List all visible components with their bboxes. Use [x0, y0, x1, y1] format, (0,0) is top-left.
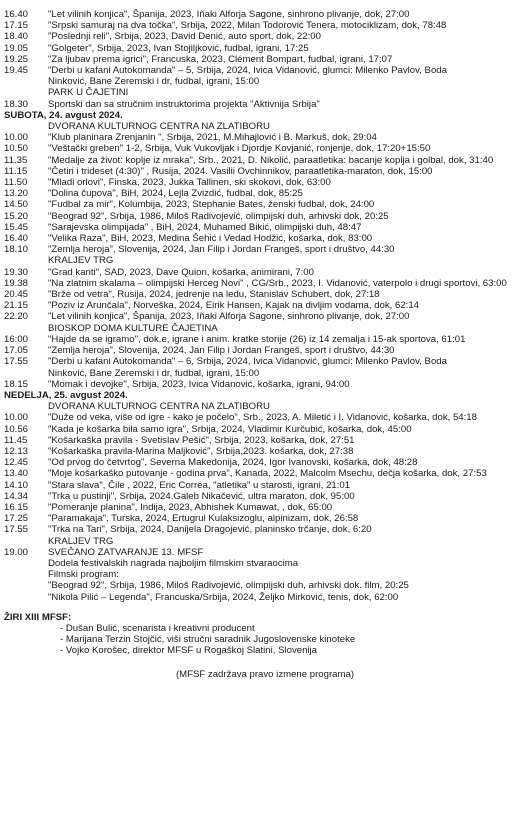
- schedule-block-saturday-dkc: [4, 132, 526, 255]
- event-description: "Derbi u kafani Autokomanda" – 6, Srbija, 2024, Ivica Vidanović, glumci: Milenko Pavlov, Boda: [48, 356, 447, 368]
- event-description: Sportski dan sa stručnim instruktorima projekta "Aktivnija Srbija": [48, 98, 320, 110]
- schedule-row: [4, 278, 526, 289]
- venue-kraljev-trg: KRALJEV TRG: [48, 255, 114, 267]
- schedule-block-day1: [4, 9, 526, 87]
- event-description: "Golgeter", Srbija, 2023, Ivan Stojiljković, fudbal, igrani, 17:25: [48, 42, 309, 54]
- schedule-row: [4, 513, 526, 524]
- event-description: "Mladi orlovi", Finska, 2023, Jukka Tallinen, ski skokovi, dok, 63:00: [48, 177, 331, 189]
- event-description: "Moje košarkaško putovanje - godina prva", Kanada, 2022, Malcolm Msechu, dečja košarka, dok, 27:53: [48, 468, 487, 480]
- event-description: "Košarkaška pravila - Svetislav Pešić", Srbija, 2023, košarka, dok, 27:51: [48, 434, 355, 446]
- schedule-row: [4, 524, 526, 535]
- event-time: 22.20: [4, 311, 29, 323]
- schedule-row: [4, 491, 526, 502]
- event-description: "Derbi u kafani Autokomanda" – 5, Srbija, 2024, Ivica Vidanović, glumci: Milenko Pavlov, Boda: [48, 65, 447, 77]
- venue-bioskop: BIOSKOP DOMA KULTURE ČAJETINA: [48, 322, 218, 334]
- event-description: "Beograd 92", Srbija, 1986, Miloš Radivojević, olimpijski duh, arhivski dok, 20:25: [48, 210, 389, 222]
- event-time: 16.40: [4, 233, 29, 245]
- event-time: 13.40: [4, 468, 29, 480]
- event-description: "Brže od vetra", Rusija, 2024, jedrenje na ledu, Stanislav Schubert, dok, 27:18: [48, 289, 380, 301]
- schedule-row: [4, 143, 526, 154]
- event-time: 14.50: [4, 199, 29, 211]
- event-description: "Hajde da se igramo", dok.e, igrane i anim. kratke storije (26) iz 14 zemalja i 15-ak sportova, 61:01: [48, 333, 466, 345]
- event-time: 11.15: [4, 165, 28, 177]
- event-time: 17.55: [4, 524, 29, 536]
- schedule-row: [4, 311, 526, 322]
- event-description: "Sarajevska olimpijada" , BiH, 2024, Muhamed Bikić, olimpijski duh, 48:47: [48, 221, 362, 233]
- schedule-row: [4, 199, 526, 210]
- event-time: 12.45: [4, 457, 29, 469]
- schedule-block-saturday-kraljev: [4, 267, 526, 323]
- schedule-row: [4, 155, 526, 166]
- event-description: "Paramakaja", Turska, 2024, Ertugrul Kulaksizoglu, alpinizam, dok, 26:58: [48, 513, 359, 525]
- venue-cultural-center: DVORANA KULTURNOG CENTRA NA ZLATIBORU: [48, 121, 270, 133]
- event-time: 21.15: [4, 300, 29, 312]
- event-time: 17.55: [4, 356, 29, 368]
- schedule-row: [4, 31, 526, 42]
- schedule-row: [4, 379, 526, 390]
- venue-park-cajetina: PARK U ČAJETINI: [48, 87, 129, 99]
- event-time: 18.40: [4, 31, 29, 43]
- event-description: "Četiri i trideset (4:30)" , Rusija, 2024. Vasilii Ovchinnikov, paraatletika-maraton, dok, 15:00: [48, 165, 433, 177]
- event-description: "Srpski samuraj na dva točka", Srbija, 2022, Milan Todorović Tenera, motociklizam, dok, 78:48: [48, 20, 447, 32]
- schedule-row: [4, 502, 526, 513]
- event-description: "Košarkaška pravila-Marina Maljković", Srbija,2023. košarka, dok, 27:38: [48, 445, 354, 457]
- jury-member: - Vojko Korošec, direktor MFSF u Rogaškoj Slatini, Slovenija: [60, 645, 318, 657]
- event-time: 18.10: [4, 244, 29, 256]
- jury-member: - Marijana Terzin Stojčić, viši stručni saradnik Jugoslovenske kinoteke: [60, 634, 356, 646]
- event-description: "Klub planinara Zrenjanin ", Srbija, 2021, M.Mihajlović i B. Markuš, dok, 29:04: [48, 132, 377, 144]
- event-time: 15.45: [4, 221, 29, 233]
- event-time: 10.50: [4, 143, 29, 155]
- schedule-row: [4, 132, 526, 143]
- schedule-row: [4, 20, 526, 31]
- jury-member: - Dušan Bulić, scenarista i kreativni producent: [60, 622, 255, 634]
- event-description: "Let vilinih konjica", Španija, 2023, Iñaki Alforja Sagone, sinhrono plivanje, dok, 27:00: [48, 9, 410, 20]
- schedule-row: [4, 424, 526, 435]
- event-description: "Poslednji reli", Srbija, 2023, David Denić, auto sport, dok, 22:00: [48, 31, 321, 43]
- schedule-row: [4, 446, 526, 457]
- event-time: 19.38: [4, 277, 29, 289]
- closing-ceremony-row: [4, 547, 526, 558]
- schedule-row: [4, 222, 526, 233]
- schedule-row: [4, 267, 526, 278]
- schedule-row: [4, 412, 526, 423]
- event-description: "Grad kanti", SAD, 2023, Dave Quion, košarka, animirani, 7:00: [48, 266, 314, 278]
- event-time: 10.56: [4, 423, 29, 435]
- schedule-row: [4, 9, 526, 20]
- schedule-row: [4, 435, 526, 446]
- event-time: 11.35: [4, 154, 28, 166]
- schedule-row: [4, 345, 526, 356]
- schedule-row: [4, 244, 526, 255]
- event-description: "Fudbal za mir", Kolumbija, 2023, Stephanie Bates, ženski fudbal, dok, 24:00: [48, 199, 375, 211]
- event-description: "Duže od veka, više od igre - kako je počelo", Srb., 2023, A. Miletić i I. Vidanović, košarka, dok, 54:18: [48, 412, 477, 424]
- schedule-row: [4, 43, 526, 54]
- event-description: "Zemlja heroja", Slovenija, 2024, Jan Filip i Jordan Frangeš, sport i društvo, 44:30: [48, 244, 395, 256]
- event-description: "Let vilinih konjica", Španija, 2023, Iñaki Alforja Sagone, sinhrono plivanje, dok, 27:00: [48, 311, 410, 323]
- event-description: "Dolina čupova", BiH, 2024, Lejla Zvizdić, fudbal, dok, 85:25: [48, 188, 303, 200]
- venue-cultural-center: DVORANA KULTURNOG CENTRA NA ZLATIBORU: [48, 401, 270, 413]
- event-time: 14.10: [4, 479, 29, 491]
- schedule-row: [4, 480, 526, 491]
- schedule-row: [4, 65, 526, 76]
- event-time: 17.15: [4, 20, 29, 32]
- event-time: 11.50: [4, 177, 28, 189]
- event-time: 19.05: [4, 42, 29, 54]
- schedule-row: [4, 468, 526, 479]
- jury-heading: ŽIRI XIII MFSF:: [4, 611, 72, 623]
- day-heading-saturday: SUBOTA, 24. avgust 2024.: [4, 109, 123, 121]
- event-description: "Medalje za život: koplje iz mraka", Srb., 2021, D. Nikolić, paraatletika: bacanje koplja i golbal, dok, 31:40: [48, 154, 494, 166]
- event-description-continued: Ninković, Bane Zeremski i dr, fudbal, igrani, 15:00: [48, 76, 260, 88]
- footer-note: (MFSF zadržava pravo izmene programa): [175, 668, 355, 680]
- event-time: 16.40: [4, 9, 29, 20]
- closing-line: Dodela festivalskih nagrada najboljim filmskim stvaraocima: [48, 557, 299, 569]
- day-heading-sunday: NEDELJA, 25. avgust 2024.: [4, 389, 128, 401]
- event-time: 11.45: [4, 434, 28, 446]
- closing-title: SVEČANO ZATVARANJE 13. MFSF: [48, 546, 204, 558]
- event-time: 19.45: [4, 65, 29, 77]
- schedule-row: [4, 211, 526, 222]
- event-description: "Trka na Tari", Srbija, 2024, Danijela Dragojević, planinsko trčanje, dok, 6:20: [48, 524, 372, 536]
- event-time: 16.15: [4, 501, 29, 513]
- event-time: 10.00: [4, 132, 29, 144]
- schedule-row: [4, 233, 526, 244]
- event-description-continued: Ninković, Bane Zeremski i dr, fudbal, igrani, 15:00: [48, 367, 260, 379]
- schedule-row: [4, 300, 526, 311]
- closing-line: "Nikola Pilić – Legenda", Francuska/Srbija, 2024, Željko Mirković, tenis, dok, 62:00: [48, 591, 399, 603]
- event-description: "Velika Raza", BiH, 2023, Medina Šehić i Vedad Hodžić, košarka, dok, 83:00: [48, 233, 373, 245]
- event-time: 10.00: [4, 412, 29, 424]
- event-description: "Kada je košarka bila samo igra", Srbija, 2024, Vladimir Kurčubić, košarka, dok, 45:00: [48, 423, 412, 435]
- event-description: "Trka u pustinji", Srbija, 2024.Galeb Nikačević, ultra maraton, dok, 95:00: [48, 490, 355, 502]
- schedule-row: [4, 289, 526, 300]
- event-time: 14.34: [4, 490, 29, 502]
- venue-kraljev-trg: KRALJEV TRG: [48, 535, 114, 547]
- event-description: "Stara slava", Čile , 2022, Eric Correa, "atletika" u starosti, igrani, 21:01: [48, 479, 351, 491]
- schedule-block-sunday-dkc: [4, 412, 526, 535]
- event-description: "Momak i devojke", Srbija, 2023, Ivica Vidanović, košarka, igrani, 94:00: [48, 378, 350, 390]
- closing-line: "Beograd 92", Srbija, 1986, Miloš Radivojević, olimpijski duh, arhivski dok. film, 20:25: [48, 580, 409, 592]
- event-time: 18.15: [4, 378, 29, 390]
- schedule-block-saturday-bioskop: [4, 334, 526, 390]
- schedule-row: [4, 177, 526, 188]
- event-description: "Zemlja heroja", Slovenija, 2024, Jan Filip i Jordan Frangeš, sport i društvo, 44:30: [48, 345, 395, 357]
- event-time: 19.25: [4, 53, 29, 65]
- schedule-row: [4, 99, 526, 110]
- event-time: 15.20: [4, 210, 29, 222]
- event-description: "Od prvog do četvrtog", Severna Makedonija, 2024, Igor Ivanovski, košarka, dok, 48:28: [48, 457, 418, 469]
- event-time: 17.05: [4, 345, 29, 357]
- schedule-row: [4, 334, 526, 345]
- event-time: 12.13: [4, 445, 29, 457]
- schedule-row: [4, 188, 526, 199]
- schedule-row: [4, 356, 526, 367]
- event-description: "Za ljubav prema igrici", Francuska, 2023, Clément Bompart, fudbal, igrani, 17:07: [48, 53, 393, 65]
- schedule-row: [4, 457, 526, 468]
- closing-line: Filmski program:: [48, 569, 119, 581]
- event-time: 19.30: [4, 266, 29, 278]
- event-description: "Na zlatnim skalama – olimpijski Herceg Novi" , CG/Srb., 2023, I. Vidanović, vaterpolo i drugi sportovi, 63:00: [48, 277, 507, 289]
- event-time: 16:00: [4, 333, 29, 345]
- schedule-row: [4, 166, 526, 177]
- schedule-row: [4, 54, 526, 65]
- event-time: 20.45: [4, 289, 29, 301]
- event-description: "Veštački greben" 1-2, Srbija, Vuk Vukovljak i Djordje Kovjanić, ronjenje, dok, 17:20+15:50: [48, 143, 431, 155]
- event-time: 18.30: [4, 98, 29, 110]
- event-description: "Poziv iz Arunčala", Norveška, 2024, Eirik Hansen, Kajak na divljim vodama, dok, 62:14: [48, 300, 420, 312]
- event-time: 19.00: [4, 546, 29, 558]
- event-description: "Pomeranje planina", Indija, 2023, Abhishek Kumawat, , dok, 65:00: [48, 501, 333, 513]
- event-time: 13.20: [4, 188, 29, 200]
- event-time: 17.25: [4, 513, 29, 525]
